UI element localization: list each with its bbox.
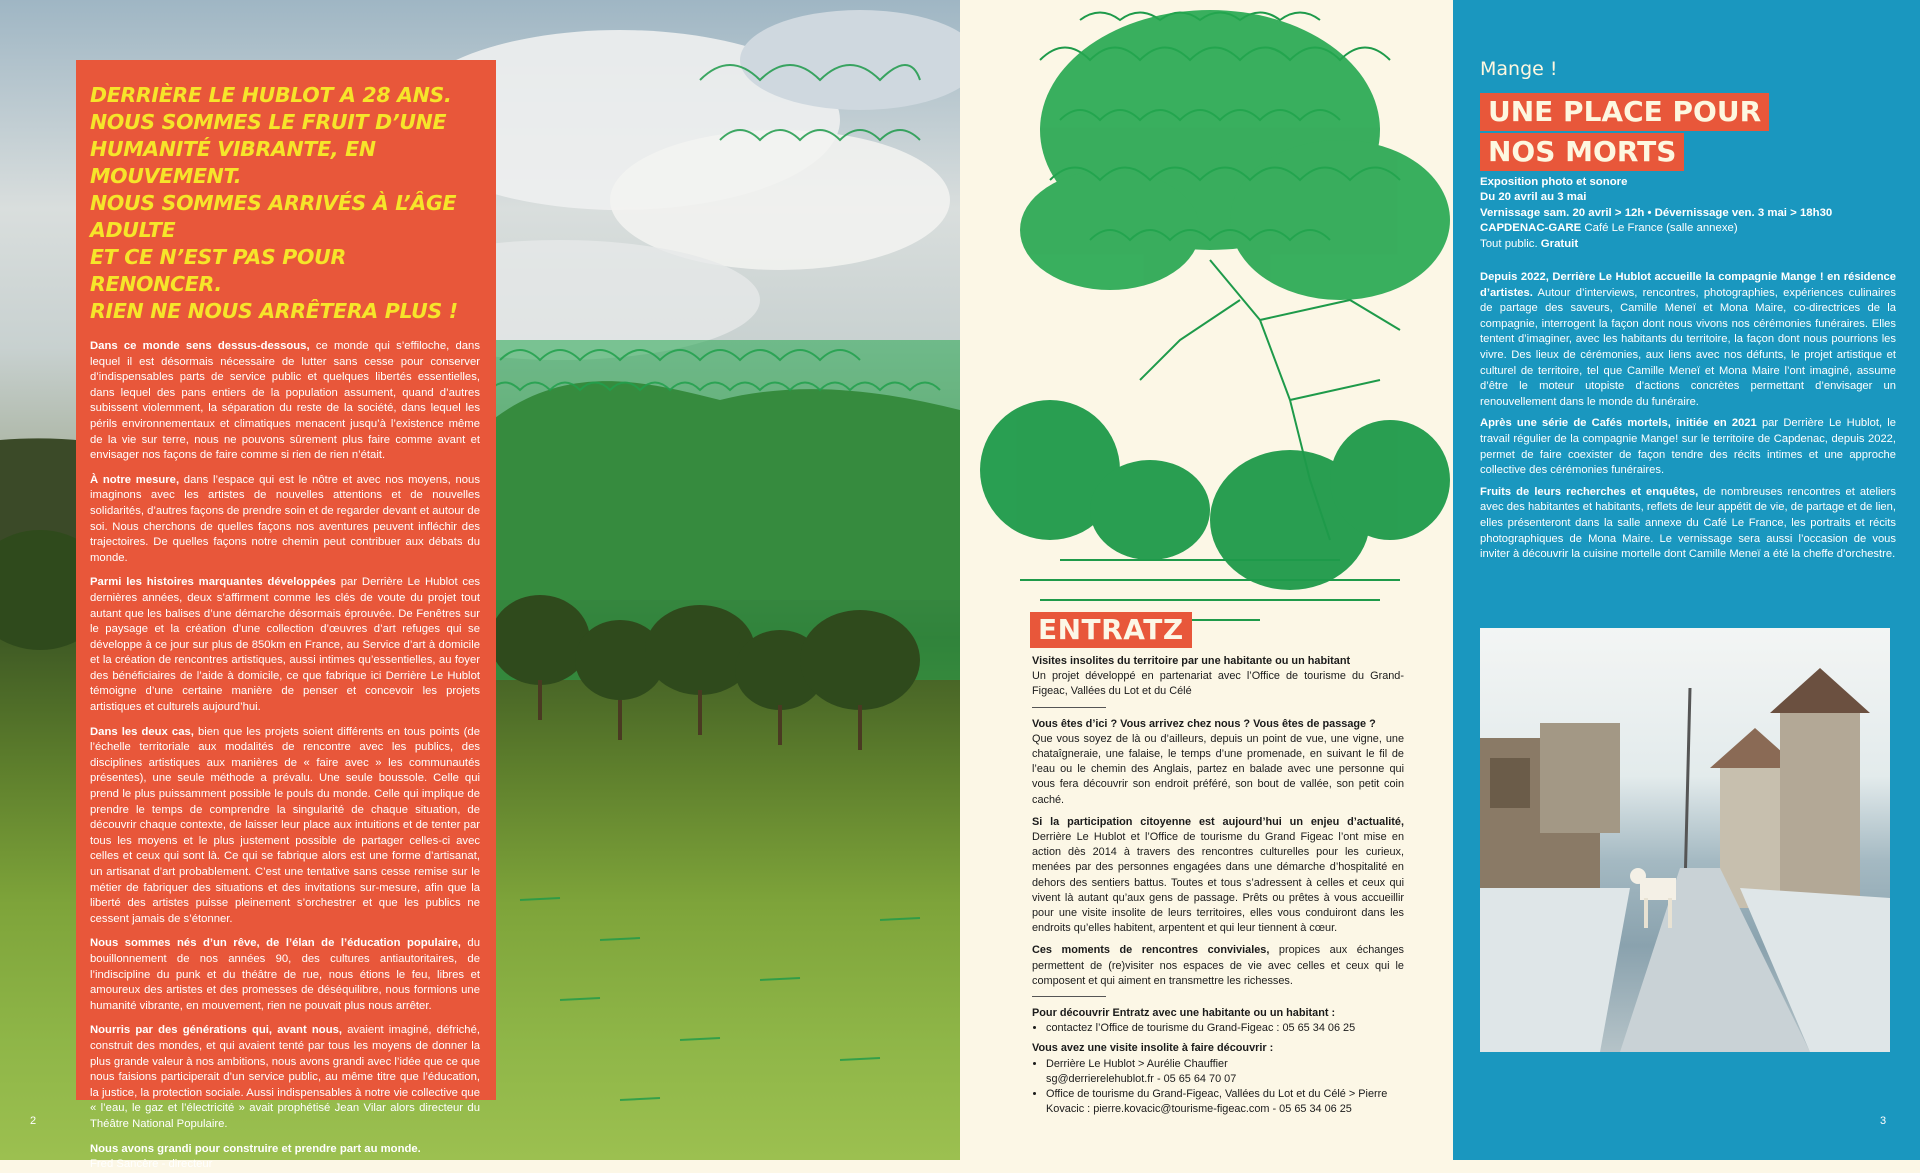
paragraph-lead: Dans ce monde sens dessus-dessous, [90,340,310,352]
paragraph-text: de nombreuses rencontres et ateliers avec des habitantes et habitants, reflets de leur appétit de vie, de partage et de lien, elles présenteront dans la salle annexe du Café Le France, les portraits et récits photographiques de Mona Maire. Le vernissage sera aussi l’occasion de vous inviter à découvrir la cuisine mortelle dont Camille Meneï a été la cheffe d’orchestre. [1480,485,1896,561]
paragraph-lead: Depuis 2022, Derrière Le Hublot accueille la compagnie Mange ! en résidence d’artistes. [1480,271,1896,299]
paragraph-lead: Si la participation citoyenne est aujourd’hui un enjeu d’actualité, [1032,815,1404,828]
entratz-subtitle-text: Visites insolites du territoire par une habitante ou un habitant [1032,655,1351,667]
entratz-paragraph [1032,717,1404,732]
editorial-paragraph [90,725,480,928]
list-item: • contactez l’Office de tourisme du Grand-Figeac : 05 65 34 06 25 [1046,1021,1404,1036]
paragraph-lead: Parmi les histoires marquantes développées [90,576,336,589]
price-label: Gratuit [1537,237,1579,250]
paragraph-text: bien que les projets soient différents en tous points (de l’échelle territoriale aux modalités de rencontre avec les publics, des disciplines artistiques aux manières de « faire avec » les communautés présentes), une seule méthode a prévalu. Une seule boussole. Celle qui prend le plus puissamment possible le pouls du monde. Celle qui implique de prendre le temps de comprendre la singularité de chaque situation, de découvrir chaque contexte, de laisser leur place aux intuitions et de tenter par tous les moyens et le plus justement possible de partager celles-ci avec celles et ceux qui sont là. Ce qui se fabrique alors est une forme d’artisanat, un artisanat d’art probablement. C’est une tentative sans cesse remise sur le métier de fabriquer des situations et des invitations sur-mesure, afin que la liberté des artistes puisse pleinement s’orchestrer et que les publics ne cessent jamais de s’étonner. [90,725,480,925]
paragraph-lead: Nous sommes nés d’un rêve, de l’élan de l’éducation populaire, [90,937,461,950]
paragraph-text: Derrière Le Hublot et l’Office de tourisme du Grand Figeac l’ont mise en action dès 2014 à travers des rencontres culturelles pour les curieux, menées par des personnes engagées dans une démarche d’hospitalité en dehors des sentiers battus. Toutes et tous s’adressent à celles et ceux qui vivent là autant qu’aux gens de passage. Prêts ou prêtes à vous accueillir pour une visite insolite de leurs territoires, elles vous conduiront dans les endroits qu’elles habitent, arpentent et qui leur tiennent à cœur. [1032,831,1404,935]
paragraph-lead: Après une série de Cafés mortels, initiée en 2021 [1480,417,1757,430]
editorial-headline [90,82,480,325]
list-item: • Derrière Le Hublot > Aurélie Chauffier [1046,1057,1404,1072]
discover-list [1032,1021,1404,1036]
editorial-paragraph [90,936,480,1014]
paragraph-lead: Dans les deux cas, [90,725,194,738]
paragraph-lead: À notre mesure, [90,473,180,486]
mange-title-line2: NOS MORTS [1480,133,1684,171]
paragraph-text: propices aux échanges permettent de (re)visiter nos espaces de vie avec celles et ceux qui le composent et qui aiment en transmettre les richesses. [1032,944,1404,987]
headline-line: NOUS SOMMES ARRIVÉS À L’ÂGE ADULTE [90,191,457,242]
entratz-partner: Un projet développé en partenariat avec l’Office de tourisme du Grand-Figeac, Vallées du Lot et du Célé [1032,670,1404,698]
headline-line: NOUS SOMMES LE FRUIT D’UNE [90,110,447,134]
paragraph-text: Autour d’interviews, rencontres, photographies, expériences culinaires de partage des saveurs, Camille Meneï et Mona Maire, co-directrices de la compagnie, interrogent la façon dont nous vivons nos cérémonies funéraires. Elles tentent d’imaginer, avec les habitants du territoire, la façon dont nous pourrions les vivre. Des lieux de cérémonies, aux liens avec nos défunts, le projet artistique et culturel de territoire, tel que Camille Meneï et Mona Maire l’ont imaginé, assume d’être le moteur utopiste d’actions concrètes permettant d’envisager un renouvellement dans le monde du funéraire. [1480,286,1896,408]
divider [1032,996,1106,997]
mange-paragraph [1480,270,1896,410]
exhibition-public [1480,237,1900,252]
public-label: Tout public. [1480,237,1538,250]
discover-lead-text: Pour découvrir Entratz avec une habitante ou un habitant : [1032,1007,1336,1020]
paragraph-text: par Derrière Le Hublot, le travail régulier de la compagnie Mange! sur le territoire de Capdenac, depuis 2022, permet de faire coexister de façon tendre des récits intimes et une approche collective des cérémonies funéraires. [1480,417,1896,477]
mange-paragraph [1480,485,1896,563]
exhibition-place [1480,221,1900,236]
place-venue: Café Le France (salle annexe) [1581,222,1738,235]
entratz-subtitle [1032,654,1404,669]
village-photo [1480,628,1890,1052]
mange-kicker: Mange ! [1480,58,1558,80]
paragraph-text: dans l’espace qui est le nôtre et avec nos moyens, nous imaginons avec les artistes de nouvelles attentions et de nouvelles solidarités, d’autres façons de prendre soin et de regarder devant et autour de soi. Nous cherchons de quelles façons nos aventures peuvent infléchir des trajectoires. De quelles façons notre chemin peut contribuer aux débats du monde. [90,473,480,564]
entratz-body [1032,654,1404,1122]
entratz-title: ENTRATZ [1030,612,1192,648]
exhibition-info [1480,175,1900,252]
visit-list [1032,1057,1404,1118]
paragraph-lead: Ces moments de rencontres conviviales, [1032,944,1270,957]
visit-lead-text: Vous avez une visite insolite à faire découvrir : [1032,1042,1274,1055]
page-number-right: 3 [1880,1115,1887,1127]
paragraph-text: avaient imaginé, défriché, construit des mondes, et qui avaient tenté par tous les moyens de donner la plus grande valeur à nos ambitions, nous avons grandi avec l’idée que ce que nous faisions participerait d’un service public, au même titre que l’éducation, la justice, la protection sociale. Aussi indispensables à notre vie collective que « l’eau, le gaz et l’électricité » avait prophétisé Jean Vilar alors directeur du Théâtre National Populaire. [90,1024,480,1130]
exhibition-vernissage: Vernissage sam. 20 avril > 12h • Dévernissage ven. 3 mai > 18h30 [1480,206,1833,219]
entratz-paragraph: Que vous soyez de là ou d’ailleurs, depuis un point de vue, une vigne, une chataîgneraie, une falaise, le temps d’une promenade, en suivant le fil de l’eau ou le chemin des Anglais, partez en balade avec une personne qui vous fera découvrir son endroit préféré, son bout de vallée, son petit coin caché. [1032,732,1404,806]
discover-lead [1032,1006,1404,1021]
village-illustration [1480,628,1890,1052]
headline-line: HUMANITÉ VIBRANTE, EN MOUVEMENT. [90,137,376,188]
editorial-box [76,60,496,1171]
paragraph-lead: Fruits de leurs recherches et enquêtes, [1480,485,1699,498]
paragraph-text: ce monde qui s’effiloche, dans lequel il est désormais nécessaire de lutter sans cesse pour conserver d’indispensables parts de service public et quelques libertés essentielles, dans lequel des pans entiers de la population assument, quand d’autres subissent violemment, la séparation du reste de la société, dans lequel les périls environnementaux et climatiques menacent jusqu’à l’existence même de la vie sur terre, nous ne pouvons sûrement plus faire comme avant et envisager nos façons de faire comme si rien de rien n’était. [90,340,480,462]
exhibition-type: Exposition photo et sonore [1480,176,1628,188]
divider [1032,707,1106,708]
paragraph-text: du bouillonnement de nos années 90, des cultures antiautoritaires, de l’indiscipline du punk et du théâtre de rue, nous étions le feu, libres et amoureux des artistes et des promesses de déséquilibre, nous formions une humanité vibrante, en mouvement, rien ne pouvait plus nous arrêter. [90,937,480,1012]
editorial-paragraph [90,1023,480,1132]
editorial-paragraph [90,473,480,567]
editorial-paragraph [90,575,480,715]
entratz-paragraph [1032,815,1404,937]
paragraph-lead: Nourris par des générations qui, avant nous, [90,1024,343,1037]
headline-line: ET CE N’EST PAS POUR RENONCER. [90,245,346,296]
list-item: • Office de tourisme du Grand-Figeac, Vallées du Lot et du Célé > Pierre Kovacic : pierre.kovacic@tourisme-figeac.com - 05 65 34 06 25 [1046,1087,1404,1117]
visit-lead [1032,1041,1404,1056]
page-number-left: 2 [30,1115,37,1127]
headline-line: DERRIÈRE LE HUBLOT A 28 ANS. [90,83,452,107]
headline-line: RIEN NE NOUS ARRÊTERA PLUS ! [90,299,458,323]
paragraph-lead: Vous êtes d’ici ? Vous arrivez chez nous ? Vous êtes de passage ? [1032,717,1376,730]
mange-paragraph [1480,416,1896,478]
editorial-paragraph [90,339,480,464]
exhibition-dates: Du 20 avril au 3 mai [1480,191,1587,204]
entratz-paragraph [1032,943,1404,989]
list-item: sg@derrierelehublot.fr - 05 65 64 70 07 [1046,1072,1237,1085]
editorial-paragraph [90,1142,480,1158]
paragraph-lead: Nous avons grandi pour construire et prendre part au monde. [90,1142,421,1155]
mange-body [1480,270,1896,569]
paragraph-text: par Derrière Le Hublot ces dernières années, deux s’affirment comme les clés de voute du projet tout autant que les balises d’une démarche désormais éprouvée. De Fenêtres sur le paysage et la création d’une collection d’œuvres d’art refuges qui se développe à ce jour sur plus de 850km en France, au Service d’art à domicile et la création de rencontres artistiques, aussi intimes qu’essentielles, au foyer des bénéficiaires de l’aide à domicile, ce que fabrique ici Derrière Le Hublot témoigne d’une certaine manière de penser et concevoir les projets artistiques et culturels aujourd’hui. [90,576,480,714]
signature: Fred Sancère - directeur [90,1158,213,1171]
mange-title-line1: UNE PLACE POUR [1480,93,1769,131]
place-city: CAPDENAC-GARE [1480,222,1582,235]
